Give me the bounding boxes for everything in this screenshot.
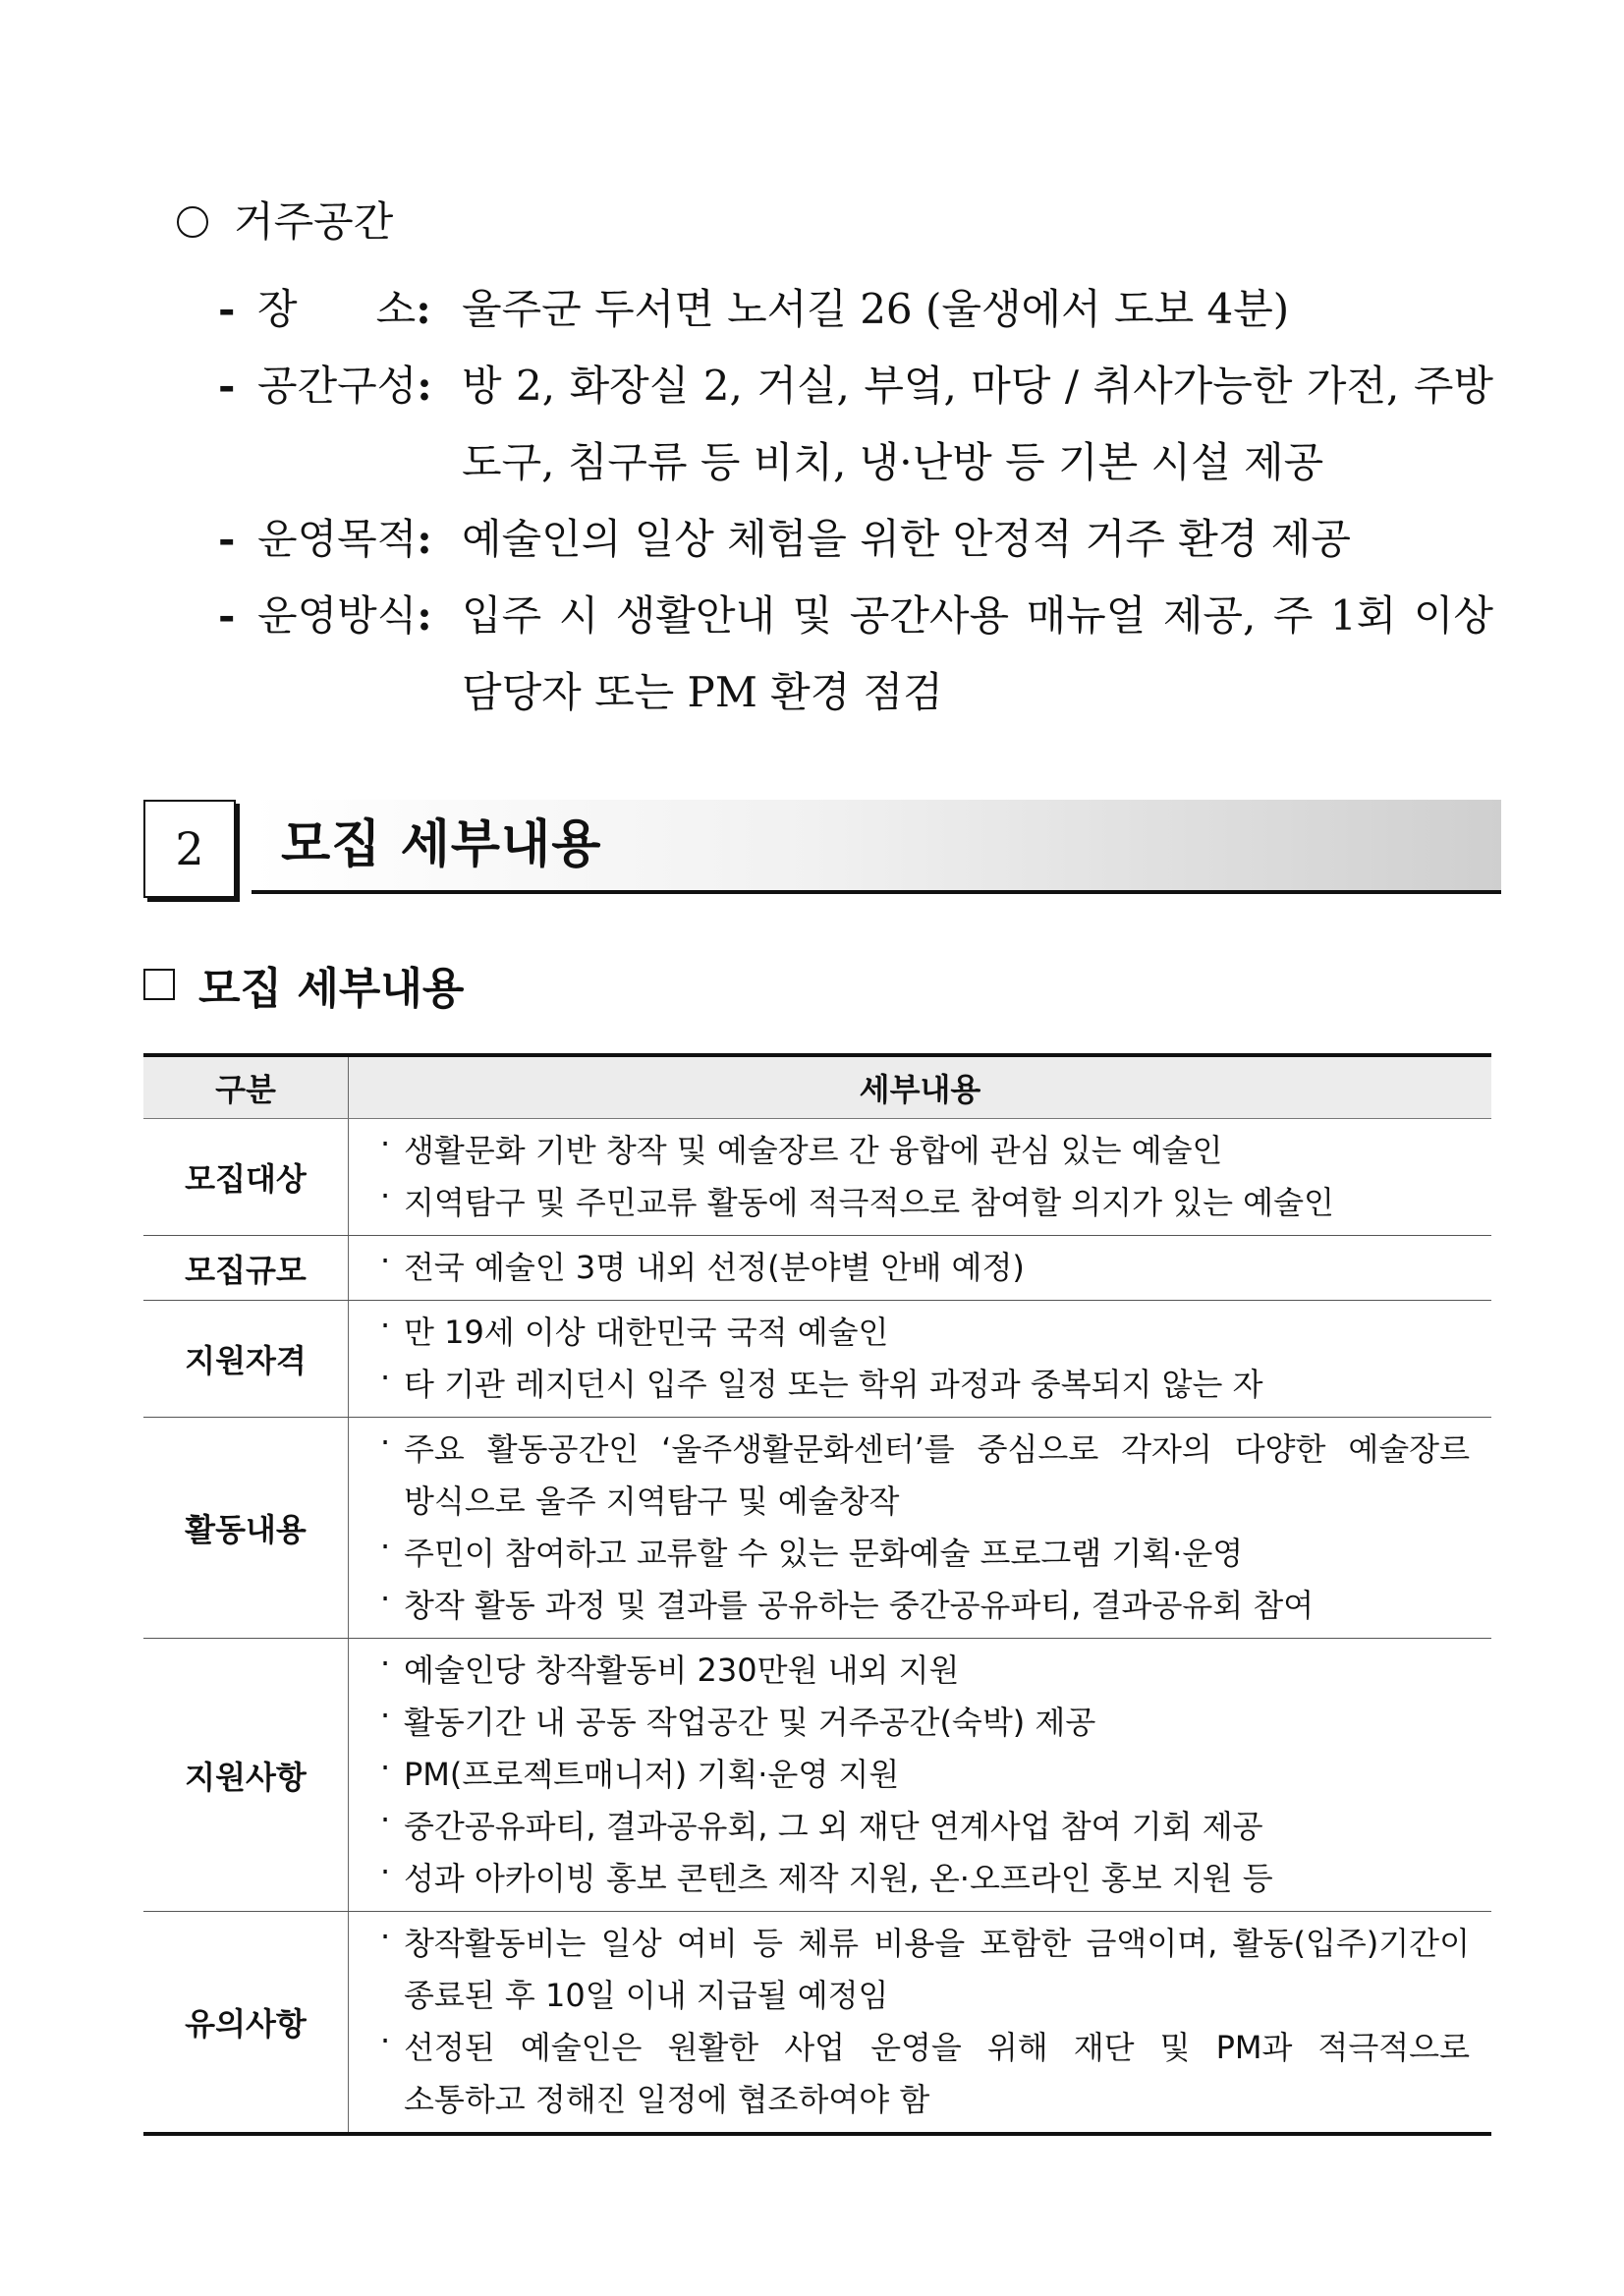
- residence-heading: [177, 193, 1493, 252]
- table-row-content: [349, 1301, 1492, 1418]
- table-row: [143, 1912, 1491, 2135]
- list-item: [380, 1801, 1470, 1853]
- list-item-text: PM(프로젝트매니저) 기획·운영 지원: [404, 1756, 900, 1793]
- circle-bullet-icon: [177, 206, 208, 238]
- list-item: [380, 1424, 1470, 1528]
- middle-dot-bullet: ·: [380, 1645, 391, 1682]
- residence-item-line: 도구, 침구류 등 비치, 냉·난방 등 기본 시설 제공: [462, 438, 1324, 486]
- list-item: [380, 1853, 1470, 1905]
- residence-item-label: 공간구성: [257, 362, 418, 410]
- table-row: [143, 1236, 1491, 1301]
- list-item: [380, 1528, 1470, 1580]
- table-row-content: [349, 1236, 1492, 1301]
- table-header-category: 구분: [143, 1055, 349, 1119]
- residence-item-location: - 장 소: 울주군 두서면 노서길 26 (울생에서 도보 4분): [218, 271, 1493, 348]
- square-bullet-icon: [143, 969, 175, 1000]
- residence-item-line: 방 2, 화장실 2, 거실, 부엌, 마당 / 취사가능한 가전, 주방: [462, 362, 1493, 410]
- table-row-content: [349, 1418, 1492, 1639]
- middle-dot-bullet: ·: [380, 1801, 391, 1838]
- table-row-category: 모집대상: [143, 1119, 349, 1236]
- table-row: [143, 1418, 1491, 1639]
- dash-bullet: -: [218, 515, 236, 563]
- list-item: [380, 1918, 1470, 2022]
- middle-dot-bullet: ·: [380, 1697, 391, 1734]
- residence-item-line: 담당자 또는 PM 환경 점검: [462, 668, 943, 716]
- residence-item-label: 장 소: [257, 285, 417, 333]
- middle-dot-bullet: ·: [380, 1853, 391, 1890]
- middle-dot-bullet: ·: [380, 1359, 391, 1396]
- middle-dot-bullet: ·: [380, 1528, 391, 1565]
- list-item-text: 소통하고 정해진 일정에 협조하여야 함: [404, 2081, 930, 2118]
- table-row-category: 지원사항: [143, 1639, 349, 1912]
- list-item-text: 성과 아카이빙 홍보 콘텐츠 제작 지원, 온·오프라인 홍보 지원 등: [404, 1860, 1273, 1897]
- residence-item-line: 입주 시 생활안내 및 공간사용 매뉴얼 제공, 주 1회 이상: [462, 591, 1493, 640]
- list-item-text: 중간공유파티, 결과공유회, 그 외 재단 연계사업 참여 기회 제공: [404, 1808, 1263, 1845]
- section-number: 2: [143, 800, 236, 898]
- list-item: [380, 1645, 1470, 1697]
- list-item: [380, 1177, 1470, 1229]
- list-item: [380, 1125, 1470, 1177]
- dash-bullet: -: [218, 362, 236, 410]
- list-item-text: 활동기간 내 공동 작업공간 및 거주공간(숙박) 제공: [404, 1704, 1096, 1741]
- middle-dot-bullet: ·: [380, 1125, 391, 1162]
- dash-bullet: -: [218, 285, 236, 333]
- section-title-bar: [252, 800, 1501, 894]
- list-item-text: 창작활동비는 일상 여비 등 체류 비용을 포함한 금액이며, 활동(입주)기간이: [404, 1925, 1470, 1962]
- table-row-category: 지원자격: [143, 1301, 349, 1418]
- table-row-content: [349, 1639, 1492, 1912]
- residence-item-line: 울주군 두서면 노서길 26 (울생에서 도보 4분): [462, 285, 1290, 333]
- table-row-content: [349, 1912, 1492, 2135]
- dash-bullet: -: [218, 591, 236, 640]
- residence-item-line: 예술인의 일상 체험을 위한 안정적 거주 환경 제공: [462, 515, 1351, 563]
- list-item: [380, 2022, 1470, 2126]
- middle-dot-bullet: ·: [380, 1242, 391, 1279]
- table-body: [143, 1119, 1491, 2135]
- list-item-text: 예술인당 창작활동비 230만원 내외 지원: [404, 1652, 960, 1689]
- table-header-content: 세부내용: [349, 1055, 1492, 1119]
- table-row-category: 활동내용: [143, 1418, 349, 1639]
- detail-table: [143, 1053, 1491, 2136]
- table-row-category: 모집규모: [143, 1236, 349, 1301]
- list-item-text: 타 기관 레지던시 입주 일정 또는 학위 과정과 중복되지 않는 자: [404, 1366, 1263, 1403]
- list-item: [380, 1242, 1470, 1294]
- residence-section: [177, 193, 1493, 731]
- section-title: 모집 세부내용: [281, 815, 602, 874]
- residence-item-label: 운영목적: [257, 515, 418, 563]
- list-item-text: 창작 활동 과정 및 결과를 공유하는 중간공유파티, 결과공유회 참여: [404, 1587, 1315, 1624]
- middle-dot-bullet: ·: [380, 1749, 391, 1786]
- list-item-text: 선정된 예술인은 원활한 사업 운영을 위해 재단 및 PM과 적극적으로: [404, 2029, 1470, 2066]
- residence-heading-text: 거주공간: [234, 196, 394, 246]
- middle-dot-bullet: ·: [380, 1424, 391, 1461]
- list-item-text: 만 19세 이상 대한민국 국적 예술인: [404, 1314, 889, 1351]
- residence-item-operation: - 운영방식: 입주 시 생활안내 및 공간사용 매뉴얼 제공, 주 1회 이상 담당자 또는 PM 환경 점검: [218, 578, 1493, 731]
- list-item: [380, 1359, 1470, 1411]
- table-row-content: [349, 1119, 1492, 1236]
- list-item-text: 주민이 참여하고 교류할 수 있는 문화예술 프로그램 기획·운영: [404, 1535, 1244, 1572]
- middle-dot-bullet: ·: [380, 2022, 391, 2059]
- middle-dot-bullet: ·: [380, 1918, 391, 1955]
- table-row: [143, 1119, 1491, 1236]
- list-item-text: 종료된 후 10일 이내 지급될 예정임: [404, 1977, 889, 2014]
- list-item-text: 생활문화 기반 창작 및 예술장르 간 융합에 관심 있는 예술인: [404, 1132, 1223, 1169]
- list-item-text: 방식으로 울주 지역탐구 및 예술창작: [404, 1483, 900, 1520]
- table-row: [143, 1639, 1491, 1912]
- table-row: [143, 1301, 1491, 1418]
- residence-item-label: 운영방식: [257, 591, 418, 640]
- list-item: [380, 1749, 1470, 1801]
- subheading-text: 모집 세부내용: [198, 964, 465, 1014]
- residence-item-purpose: - 운영목적: 예술인의 일상 체험을 위한 안정적 거주 환경 제공: [218, 501, 1493, 578]
- list-item-text: 전국 예술인 3명 내외 선정(분야별 안배 예정): [404, 1249, 1025, 1286]
- middle-dot-bullet: ·: [380, 1177, 391, 1214]
- list-item: [380, 1697, 1470, 1749]
- table-header-row: [143, 1055, 1491, 1119]
- list-item: [380, 1307, 1470, 1359]
- middle-dot-bullet: ·: [380, 1307, 391, 1344]
- section-header: [143, 800, 1501, 902]
- list-item-text: 지역탐구 및 주민교류 활동에 적극적으로 참여할 의지가 있는 예술인: [404, 1184, 1334, 1221]
- table-row-category: 유의사항: [143, 1912, 349, 2135]
- middle-dot-bullet: ·: [380, 1580, 391, 1617]
- list-item-text: 주요 활동공간인 ‘울주생활문화센터’를 중심으로 각자의 다양한 예술장르: [404, 1430, 1470, 1468]
- residence-item-composition: - 공간구성: 방 2, 화장실 2, 거실, 부엌, 마당 / 취사가능한 가전, 주방 도구, 침구류 등 비치, 냉·난방 등 기본 시설 제공: [218, 348, 1493, 501]
- subheading: [143, 955, 464, 1014]
- list-item: [380, 1580, 1470, 1632]
